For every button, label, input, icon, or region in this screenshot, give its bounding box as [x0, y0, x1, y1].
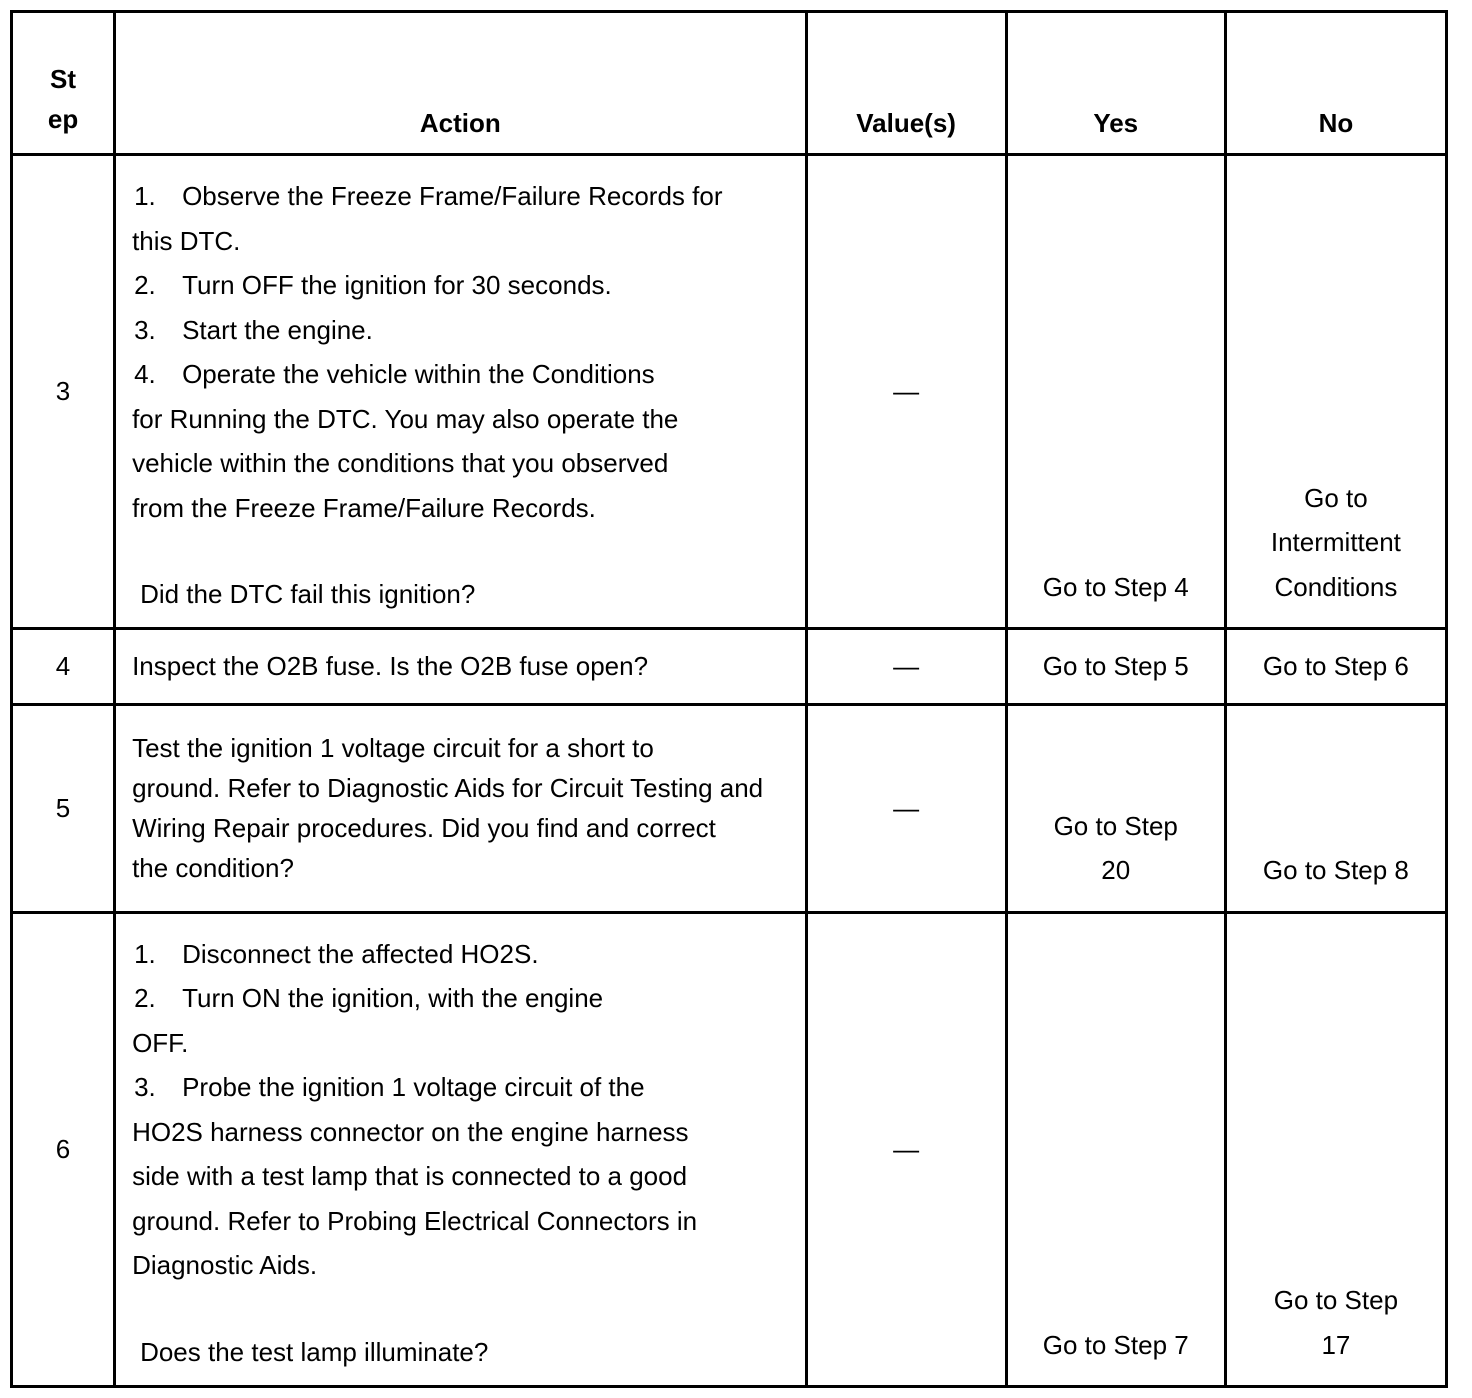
step-number: 6: [12, 912, 115, 1386]
value-cell: —: [806, 155, 1006, 629]
yes-cell: Go to Step 4: [1006, 155, 1225, 629]
action-cell: Inspect the O2B fuse. Is the O2B fuse open?: [115, 629, 806, 704]
no-line: 17: [1321, 1329, 1351, 1360]
table-row-step-3: [12, 155, 1447, 629]
table-row-step-4: [12, 629, 1447, 704]
header-step-line2: ep: [47, 104, 79, 135]
yes-cell: Go to Step 7: [1006, 912, 1225, 1386]
yes-cell: [1006, 704, 1225, 912]
action-line: 2. Turn ON the ignition, with the engine: [134, 983, 604, 1014]
action-line: ground. Refer to Diagnostic Aids for Circuit Testing and: [132, 772, 764, 803]
action-line: 2. Turn OFF the ignition for 30 seconds.: [134, 270, 612, 301]
yes-line: Go to Step: [1053, 810, 1178, 841]
action-line: the condition?: [132, 852, 294, 883]
no-cell: Go to Step 6: [1225, 629, 1446, 704]
no-cell: [1225, 912, 1446, 1386]
action-line: side with a test lamp that is connected to a good: [132, 1161, 688, 1192]
step-number: 3: [12, 155, 115, 629]
diagnostic-table: [10, 10, 1448, 1388]
no-line: Conditions: [1274, 571, 1398, 602]
value-cell: —: [806, 704, 1006, 912]
action-question: Does the test lamp illuminate?: [140, 1336, 489, 1367]
action-cell: [115, 704, 806, 912]
action-line: 1. Disconnect the affected HO2S.: [134, 938, 539, 969]
action-cell: [115, 155, 806, 629]
value-cell: —: [806, 629, 1006, 704]
action-line: HO2S harness connector on the engine harness: [132, 1116, 689, 1147]
no-cell: Go to Step 8: [1225, 704, 1446, 912]
action-question: Did the DTC fail this ignition?: [140, 579, 476, 610]
action-line: this DTC.: [132, 225, 241, 256]
action-line: 1. Observe the Freeze Frame/Failure Records for: [134, 181, 723, 212]
header-no: No: [1225, 12, 1446, 155]
header-step-line1: St: [50, 64, 77, 95]
yes-line: 20: [1101, 855, 1131, 886]
no-line: Go to: [1304, 482, 1368, 513]
action-line: vehicle within the conditions that you observed: [132, 448, 669, 479]
value-cell: —: [806, 912, 1006, 1386]
step-number: 4: [12, 629, 115, 704]
no-line: Intermittent: [1270, 527, 1401, 558]
header-row: [12, 12, 1447, 155]
header-step: [12, 12, 115, 155]
header-action: Action: [115, 12, 806, 155]
action-line: ground. Refer to Probing Electrical Connectors in: [132, 1205, 698, 1236]
action-line: from the Freeze Frame/Failure Records.: [132, 492, 596, 523]
table-row-step-6: [12, 912, 1447, 1386]
action-line: 3. Probe the ignition 1 voltage circuit of the: [134, 1072, 645, 1103]
step-number: 5: [12, 704, 115, 912]
yes-cell: Go to Step 5: [1006, 629, 1225, 704]
header-yes: Yes: [1006, 12, 1225, 155]
action-cell: [115, 912, 806, 1386]
action-line: Wiring Repair procedures. Did you find and correct: [132, 812, 716, 843]
action-line: Diagnostic Aids.: [132, 1250, 318, 1281]
no-cell: [1225, 155, 1446, 629]
action-line: Test the ignition 1 voltage circuit for a short to: [132, 732, 654, 763]
action-line: 4. Operate the vehicle within the Conditions: [134, 359, 655, 390]
no-line: Go to Step: [1273, 1285, 1399, 1315]
action-line: OFF.: [132, 1027, 189, 1058]
action-line: for Running the DTC. You may also operate the: [132, 403, 679, 434]
header-values: Value(s): [806, 12, 1006, 155]
table-row-step-5: [12, 704, 1447, 912]
action-line: 3. Start the engine.: [134, 314, 373, 345]
